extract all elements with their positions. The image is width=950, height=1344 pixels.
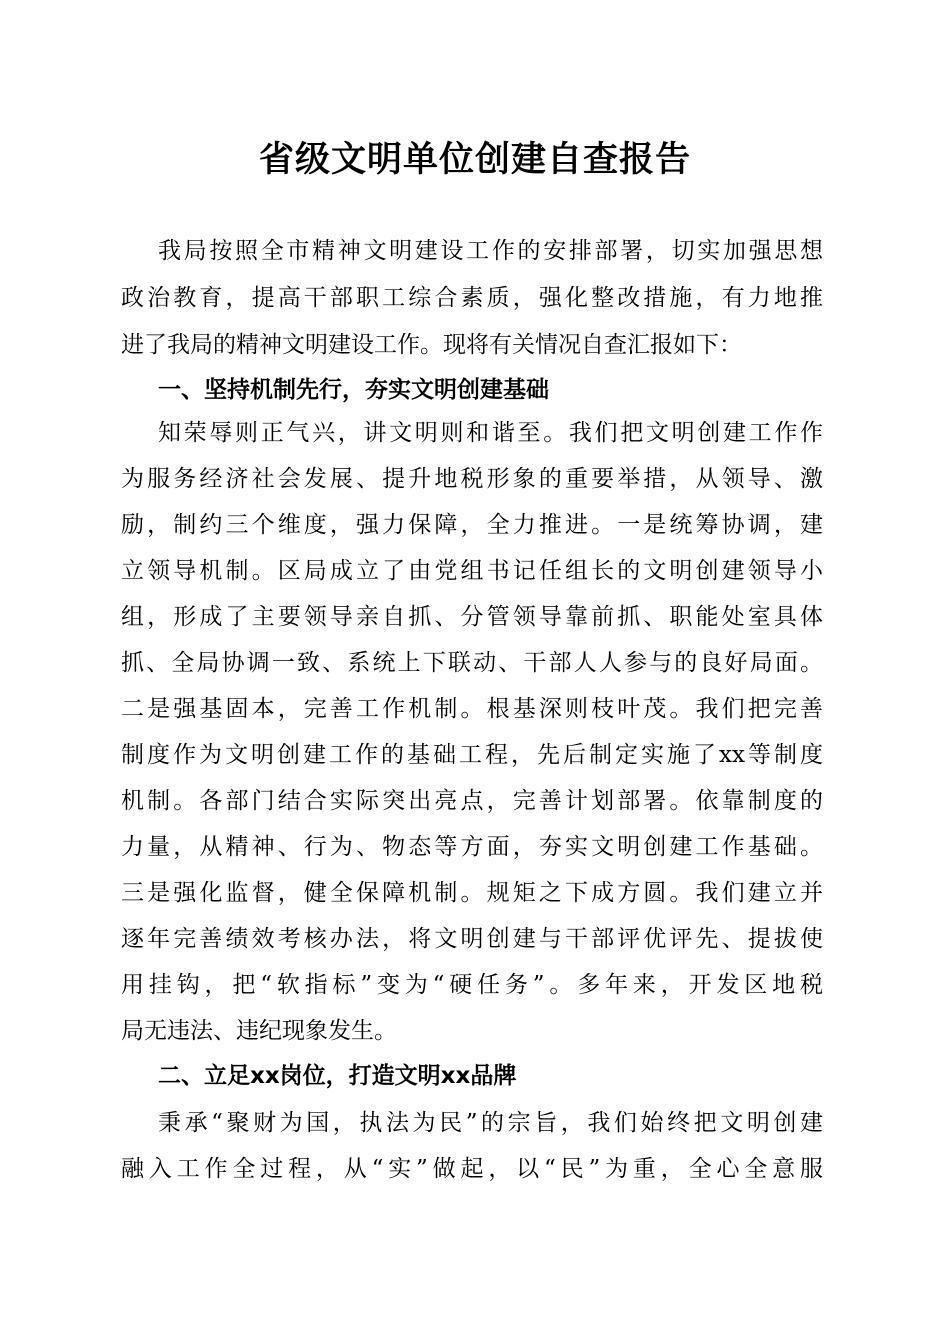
section-1-line-8: 制度作为文明创建工作的基础工程，先后制定实施了xx等制度 bbox=[121, 742, 823, 768]
section-1-line-1: 知荣辱则正气兴，讲文明则和谐至。我们把文明创建工作作 bbox=[158, 420, 823, 446]
section-1-line-10: 力量，从精神、行为、物态等方面，夯实文明创建工作基础。 bbox=[121, 834, 823, 860]
section-1-line-9: 机制。各部门结合实际突出亮点，完善计划部署。依靠制度的 bbox=[121, 788, 823, 814]
section-1-line-11: 三是强化监督，健全保障机制。规矩之下成方圆。我们建立并 bbox=[121, 880, 823, 906]
section-1-line-7: 二是强基固本，完善工作机制。根基深则枝叶茂。我们把完善 bbox=[121, 696, 823, 722]
page-title: 省级文明单位创建自查报告 bbox=[258, 139, 691, 180]
intro-line-3: 进了我局的精神文明建设工作。现将有关情况自查汇报如下： bbox=[121, 332, 742, 358]
section-2-heading: 二、立足xx岗位，打造文明xx品牌 bbox=[158, 1063, 517, 1089]
section-1-line-6: 抓、全局协调一致、系统上下联动、干部人人参与的良好局面。 bbox=[121, 650, 823, 676]
section-1-heading: 一、坚持机制先行，夯实文明创建基础 bbox=[158, 377, 549, 403]
section-1-line-13: 用挂钩，把“软指标”变为“硬任务”。多年来，开发区地税 bbox=[121, 972, 823, 998]
section-2-line-1: 秉承“聚财为国，执法为民”的宗旨，我们始终把文明创建 bbox=[158, 1110, 823, 1136]
section-1-line-5: 组，形成了主要领导亲自抓、分管领导靠前抓、职能处室具体 bbox=[121, 604, 823, 630]
section-1-line-2: 为服务经济社会发展、提升地税形象的重要举措，从领导、激 bbox=[121, 466, 823, 492]
section-1-line-3: 励，制约三个维度，强力保障，全力推进。一是统筹协调，建 bbox=[121, 512, 823, 538]
section-1-line-12: 逐年完善绩效考核办法，将文明创建与干部评优评先、提拔使 bbox=[121, 926, 823, 952]
section-2-line-2: 融入工作全过程，从“实”做起，以“民”为重，全心全意服 bbox=[121, 1156, 823, 1182]
section-1-line-4: 立领导机制。区局成立了由党组书记任组长的文明创建领导小 bbox=[121, 558, 823, 584]
intro-line-2: 政治教育，提高干部职工综合素质，强化整改措施，有力地推 bbox=[121, 285, 823, 311]
intro-line-1: 我局按照全市精神文明建设工作的安排部署，切实加强思想 bbox=[158, 238, 823, 264]
section-1-line-14: 局无违法、违纪现象发生。 bbox=[121, 1018, 397, 1044]
